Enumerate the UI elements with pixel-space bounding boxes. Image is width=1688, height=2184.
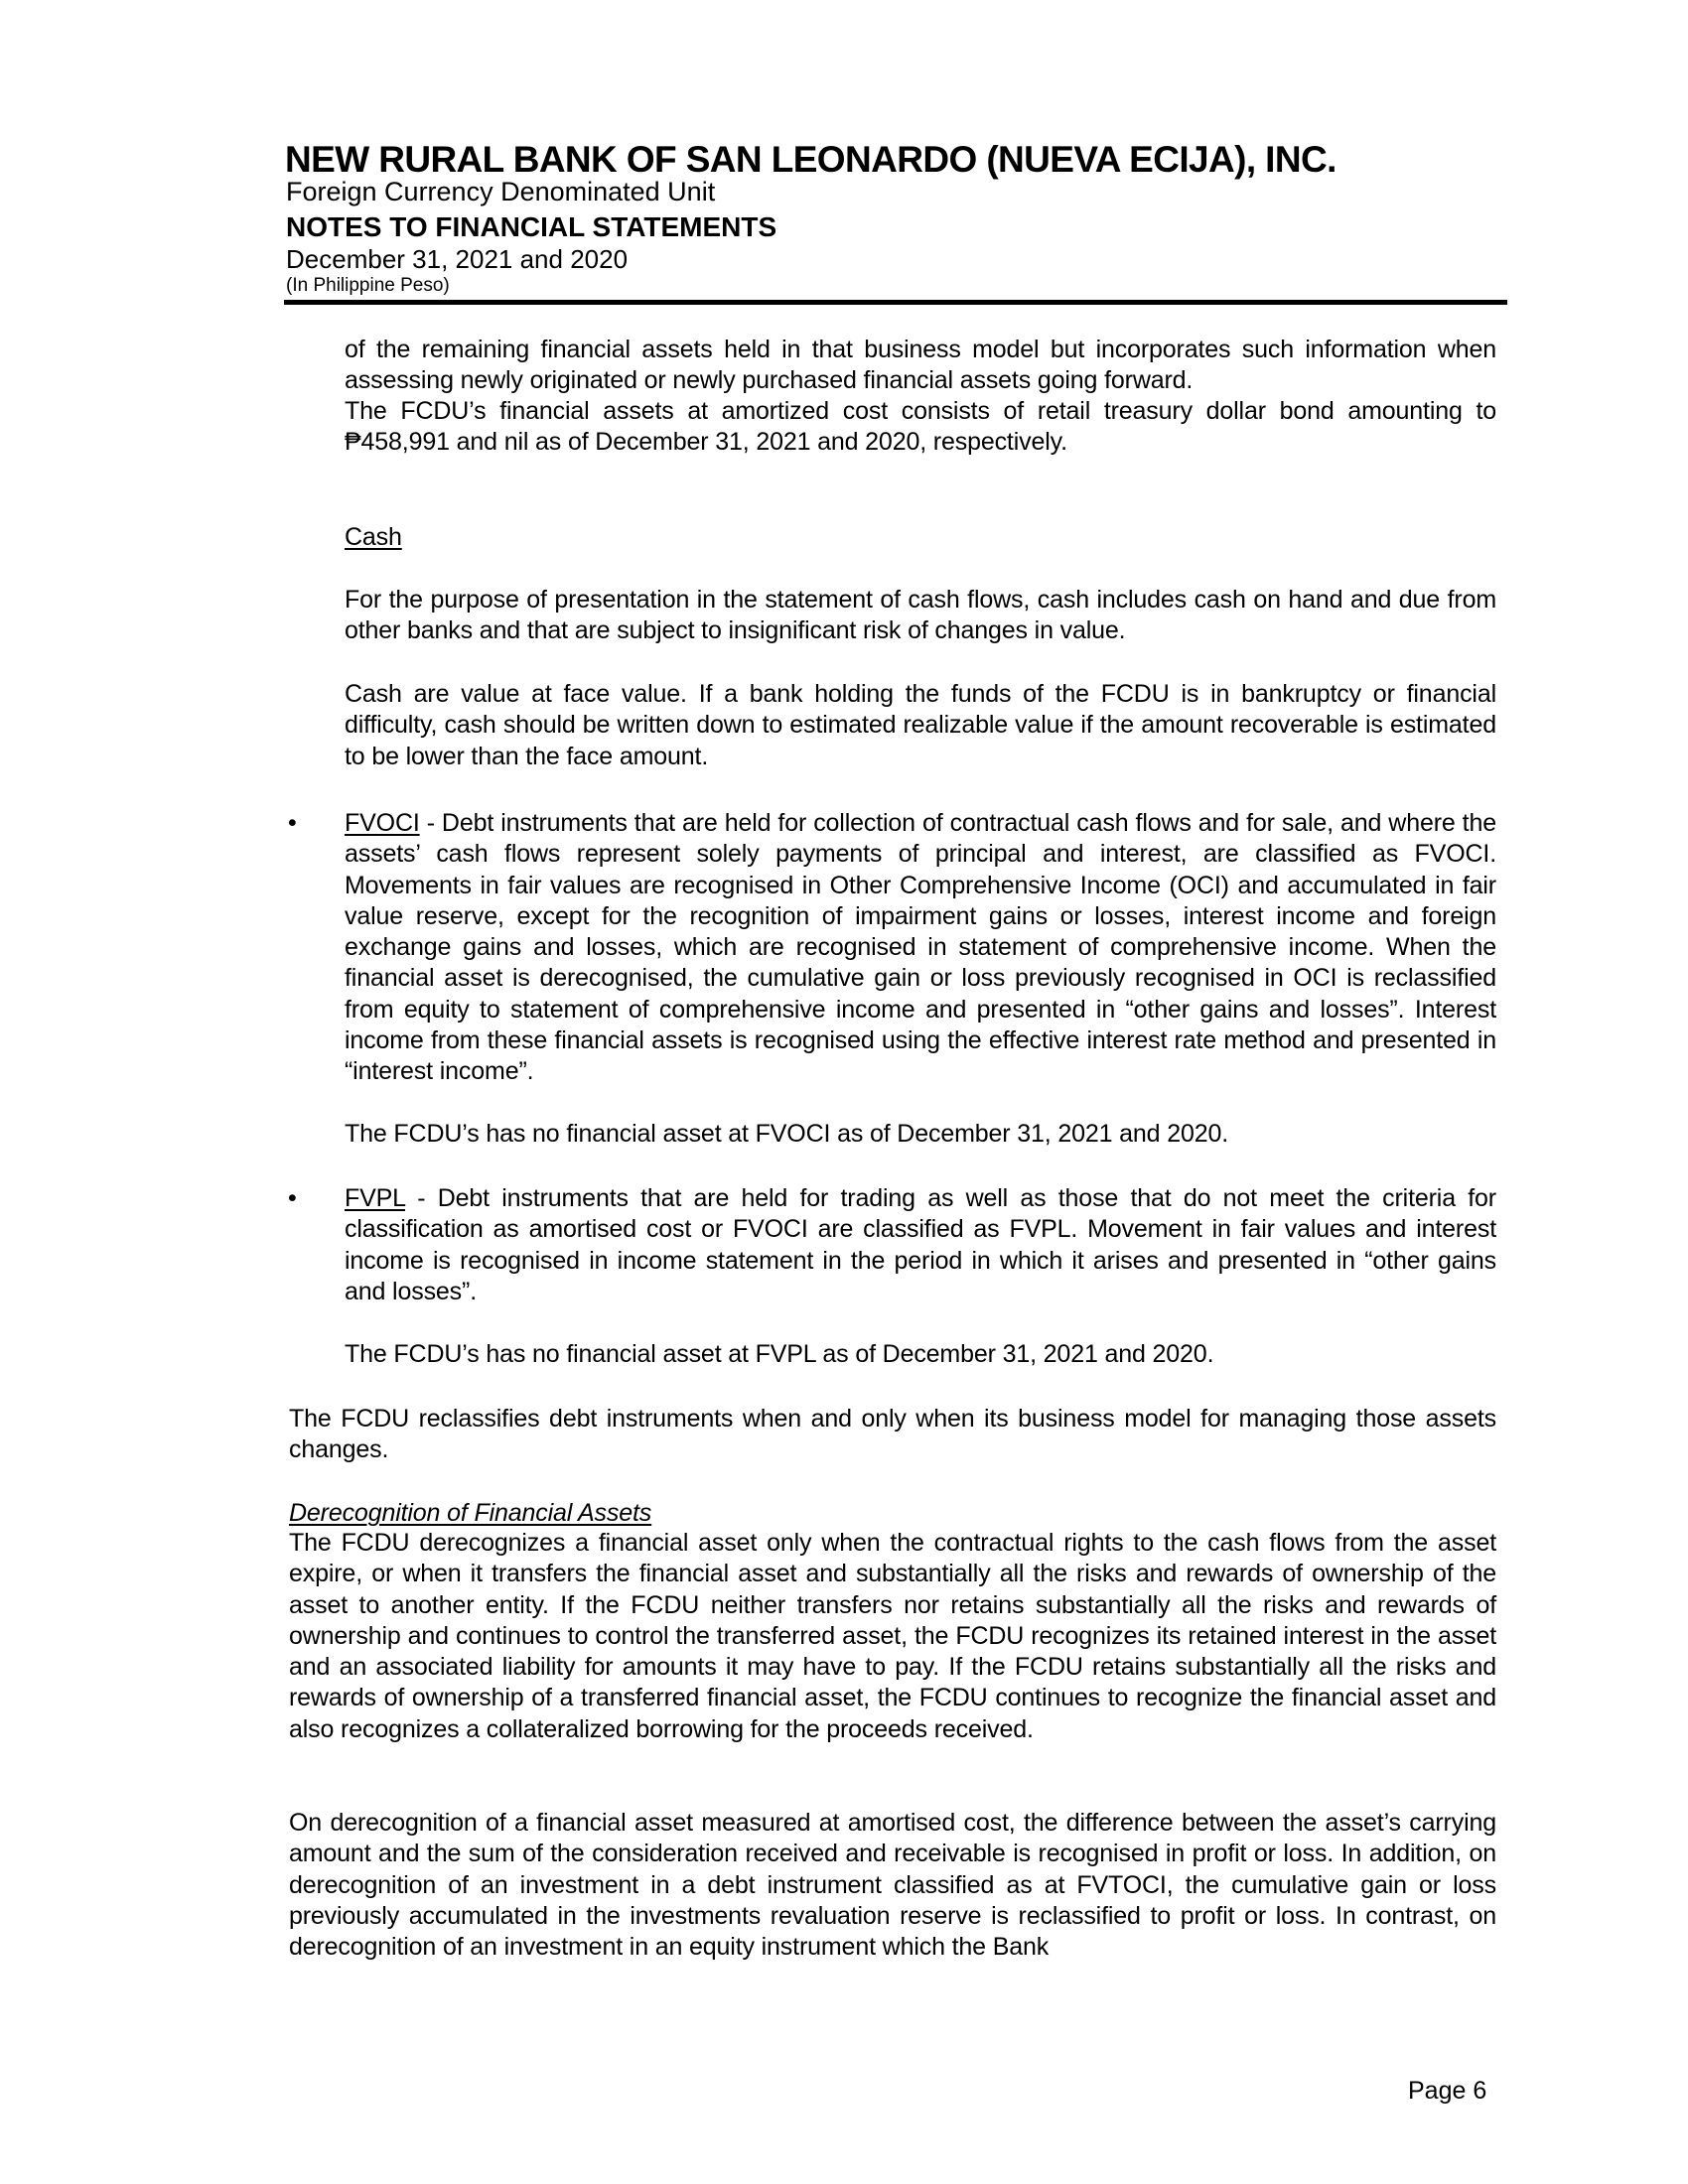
- derecognition-heading: [289, 1498, 1496, 1529]
- paragraph-fvpl-note: The FCDU’s has no financial asset at FVPL as of December 31, 2021 and 2020.: [345, 1340, 1214, 1368]
- paragraph-derecognition: The FCDU derecognizes a financial asset only when the contractual rights to the cash flows from the asset expire, or when it transfers the financial asset and substantially all the risks and rewards of ownership of the asset to another entity. If the FCDU neither transfers nor retains substantially all the risks and rewards of ownership and continues to control the transferred asset, the FCDU recognizes its retained interest in the asset and an associated liability for amounts it may have to pay. If the FCDU retains substantially all the risks and rewards of ownership of a transferred financial asset, the FCDU continues to recognize the financial asset and also recognizes a collateralized borrowing for the proceeds received.: [289, 1529, 1496, 1743]
- bullet-icon: •: [288, 1184, 297, 1212]
- fvpl-text: - Debt instruments that are held for trading as well as those that do not meet the criteria for classification as amortised cost or FVOCI are classified as FVPL. Movement in fair values and interest income is recognised in income statement in the period in which it arises and presented in “other gains and losses”.: [345, 1184, 1496, 1305]
- cash-heading-text: Cash: [345, 523, 402, 551]
- cash-heading: [345, 522, 1496, 553]
- unit-name: Foreign Currency Denominated Unit: [286, 177, 716, 206]
- fvoci-term: FVOCI: [345, 809, 420, 837]
- page-number: Page 6: [1408, 2077, 1487, 2105]
- fvoci-text: - Debt instruments that are held for collection of contractual cash flows and for sale, and where the assets’ cash flows represent solely payments of principal and interest, are classified as FVOCI. Movements in fair values are recognised in Other Comprehensive Income (OCI) and accumulated in fair value reserve, except for the recognition of impairment gains or losses, interest income and foreign exchange gains and losses, which are recognised in statement of comprehensive income. When the financial asset is derecognised, the cumulative gain or loss previously recognised in OCI is reclassified from equity to statement of comprehensive income and presented in “other gains and losses”. Interest income from these financial assets is recognised using the effective interest rate method and presented in “interest income”.: [345, 809, 1496, 1086]
- bullet-icon: •: [288, 809, 297, 837]
- paragraph-on-derecognition: On derecognition of a financial asset measured at amortised cost, the difference between the asset’s carrying amount and the sum of the consideration received and receivable is recognised in profit or loss. In addition, on derecognition of an investment in a debt instrument classified as at FVTOCI, the cumulative gain or loss previously accumulated in the investments revaluation reserve is reclassified to profit or loss. In contrast, on derecognition of an investment in an equity instrument which the Bank: [289, 1809, 1496, 1962]
- company-name: NEW RURAL BANK OF SAN LEONARDO (NUEVA ECIJA), INC.: [285, 139, 1336, 180]
- fvpl-term: FVPL: [345, 1184, 405, 1212]
- paragraph-cash-value: Cash are value at face value. If a bank holding the funds of the FCDU is in bankruptcy or financial difficulty, cash should be written down to estimated realizable value if the amount recoverable is estimated to be lower than the face amount.: [345, 680, 1496, 770]
- currency-note: (In Philippine Peso): [286, 275, 450, 296]
- reporting-period: December 31, 2021 and 2020: [286, 244, 629, 274]
- paragraph-fvoci-note: The FCDU’s has no financial asset at FVOCI as of December 31, 2021 and 2020.: [345, 1120, 1229, 1148]
- paragraph-cash-presentation: For the purpose of presentation in the statement of cash flows, cash includes cash on hand and due from other banks and that are subject to insignificant risk of changes in value.: [345, 586, 1496, 645]
- paragraph-business-model-continuation: of the remaining financial assets held in that business model but incorporates such information when assessing newly originated or newly purchased financial assets going forward.: [345, 336, 1496, 395]
- document-title: NOTES TO FINANCIAL STATEMENTS: [286, 211, 777, 242]
- list-item-fvoci: [345, 808, 1496, 1088]
- list-item-fvpl: [345, 1183, 1496, 1307]
- derecognition-heading-text: Derecognition of Financial Assets: [289, 1499, 652, 1527]
- header-divider: [284, 300, 1507, 305]
- paragraph-reclassification: The FCDU reclassifies debt instruments when and only when its business model for managing those assets changes.: [289, 1405, 1496, 1464]
- paragraph-amortized-cost: The FCDU’s financial assets at amortized cost consists of retail treasury dollar bond amounting to ₱458,991 and nil as of December 31, 2021 and 2020, respectively.: [345, 397, 1496, 457]
